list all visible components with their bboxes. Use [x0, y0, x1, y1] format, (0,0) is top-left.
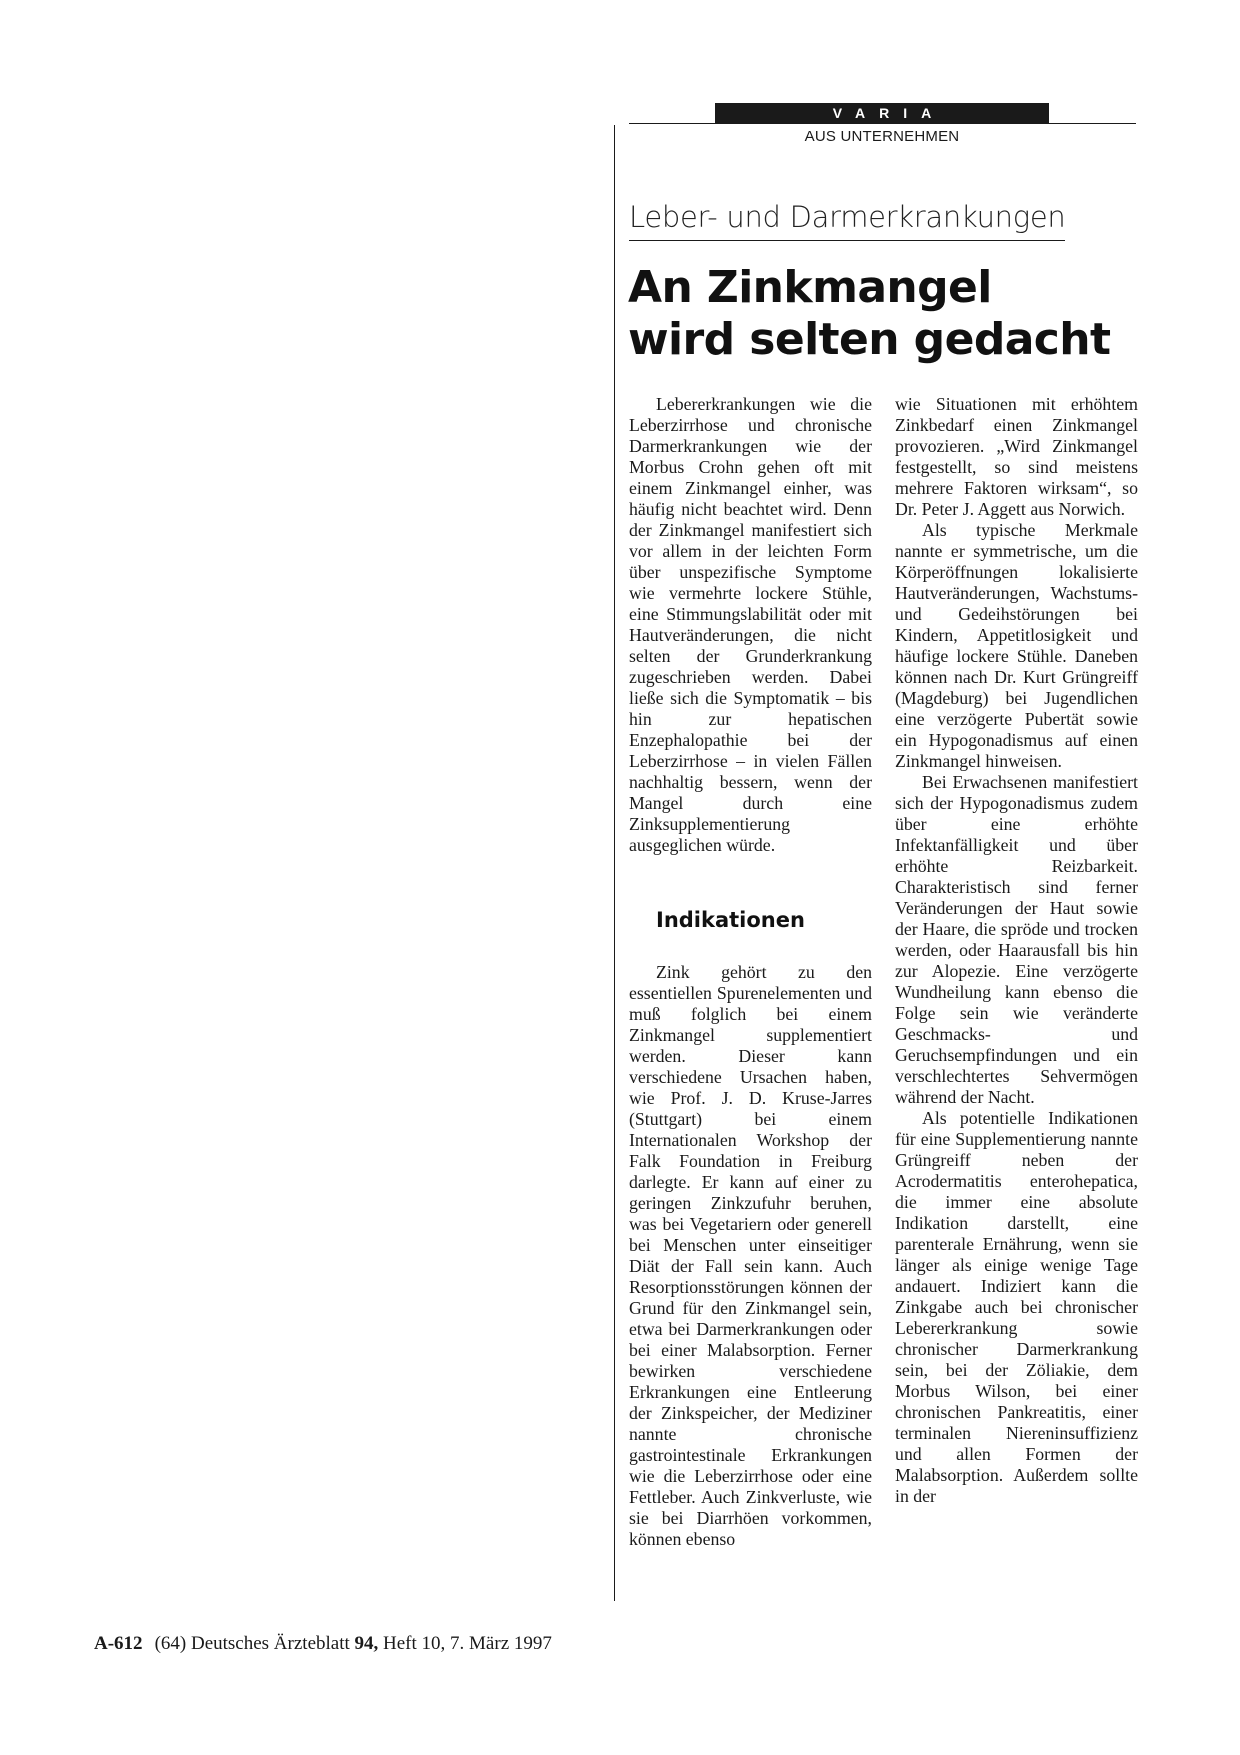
journal-name: Deutsches Ärzteblatt: [190, 1633, 350, 1654]
subsection-label: AUS UNTERNEHMEN: [804, 128, 960, 145]
text-column-left: [629, 394, 872, 1550]
headline-line-1: An Zinkmangel: [628, 262, 992, 313]
section-label: VARIA: [715, 103, 1049, 123]
column-rule: [614, 125, 615, 1601]
headline-line-2: wird selten gedacht: [628, 314, 1111, 365]
text-column-right: [895, 394, 1138, 1507]
journal-issue: Heft 10, 7. März 1997: [383, 1633, 552, 1654]
page-number: A-612: [94, 1633, 143, 1654]
paragraph: wie Situationen mit erhöhtem Zinkbedarf einen Zinkmangel provozieren. „Wird Zinkmangel festgestellt, so sind meistens mehrere Faktoren wirksam“, so Dr. Peter J. Aggett aus Norwich.: [895, 394, 1138, 519]
page-number-alt: (64): [154, 1633, 187, 1654]
journal-volume: 94,: [354, 1633, 379, 1654]
paragraph: Bei Erwachsenen manifestiert sich der Hypogonadismus zudem über eine erhöhte Infektanfälligkeit und über erhöhte Reizbarkeit. Charakteristisch sind ferner Veränderungen der Haut sowie der Haare, die spröde und trocken werden, oder Haarausfall bis hin zur Alopezie. Eine verzögerte Wundheilung kann ebenso die Folge sein wie veränderte Geschmacks- und Geruchsempfindungen und ein verschlechtertes Sehvermögen während der Nacht.: [895, 772, 1138, 1107]
header-rule: [629, 123, 1136, 124]
page-footer: [94, 1633, 552, 1655]
paragraph: Als typische Merkmale nannte er symmetrische, um die Körperöffnungen lokalisierte Hautveränderungen, Wachstums- und Gedeihstörungen bei Kindern, Appetitlosigkeit und häufige lockere Stühle. Daneben können nach Dr. Kurt Grüngreiff (Magdeburg) bei Jugendlichen eine verzögerte Pubertät sowie ein Hypogonadismus auf einen Zinkmangel hinweisen.: [895, 520, 1138, 771]
paragraph: Als potentielle Indikationen für eine Supplementierung nannte Grüngreiff neben der Acrodermatitis enterohepatica, die immer eine absolute Indikation darstellt, eine parenterale Ernährung, wenn sie länger als einige wenige Tage andauert. Indiziert kann die Zinkgabe auch bei chronischer Lebererkrankung sowie chronischer Darmerkrankung sein, bei der Zöliakie, dem Morbus Wilson, bei einer chronischen Pankreatitis, einer terminalen Niereninsuffizienz und allen Formen der Malabsorption. Außerdem sollte in der: [895, 1108, 1138, 1506]
paragraph: Zink gehört zu den essentiellen Spurenelementen und muß folglich bei einem Zinkmangel supplementiert werden. Dieser kann verschiedene Ursachen haben, wie Prof. J. D. Kruse-Jarres (Stuttgart) bei einem Internationalen Workshop der Falk Foundation in Freiburg darlegte. Er kann auf einer zu geringen Zinkzufuhr beruhen, was bei Vegetariern oder generell bei Menschen unter einseitiger Diät der Fall sein kann. Auch Resorptionsstörungen können der Grund für den Zinkmangel sein, etwa bei Darmerkrankungen oder bei einer Malabsorption. Ferner bewirken verschiedene Erkrankungen eine Entleerung der Zinkspeicher, der Mediziner nannte chronische gastrointestinale Erkrankungen wie die Leberzirrhose oder eine Fettleber. Auch Zinkverluste, wie sie bei Diarrhöen vorkommen, können ebenso: [629, 962, 872, 1549]
section-subhead: Indikationen: [656, 908, 805, 932]
paragraph: Lebererkrankungen wie die Leberzirrhose und chronische Darmerkrankungen wie der Morbus Crohn gehen oft mit einem Zinkmangel einher, was häufig nicht beachtet wird. Denn der Zinkmangel manifestiert sich vor allem in der leichten Form über unspezifische Symptome wie vermehrte lockere Stühle, eine Stimmungslabilität oder mit Hautveränderungen, die nicht selten der Grunderkrankung zugeschrieben werden. Dabei ließe sich die Symptomatik – bis hin zur hepatischen Enzephalopathie bei der Leberzirrhose – in vielen Fällen nachhaltig bessern, wenn der Mangel durch eine Zinksupplementierung ausgeglichen würde.: [629, 394, 872, 855]
article-kicker: Leber- und Darmerkrankungen: [629, 200, 1065, 241]
article-headline: [628, 262, 1128, 366]
